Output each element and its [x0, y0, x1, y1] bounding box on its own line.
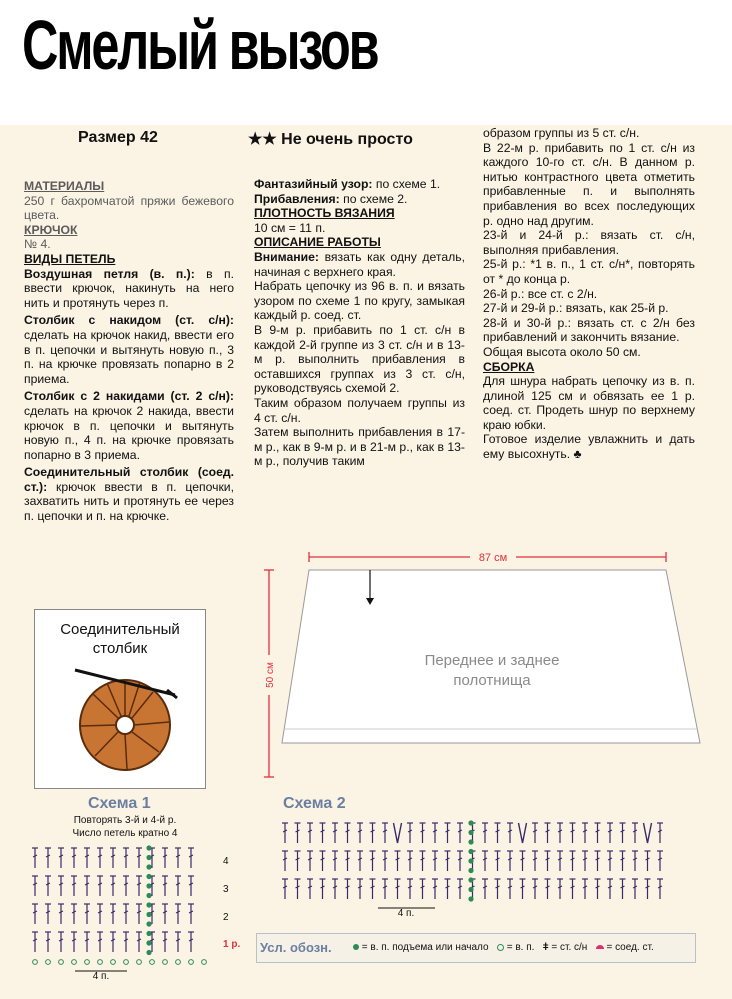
slip-stitch-illustration	[35, 610, 205, 788]
c3-p1: образом группы из 5 ст. с/н.	[483, 126, 640, 140]
increase-symbol	[519, 823, 527, 843]
chain-start-icon	[353, 944, 359, 950]
legend-item3: = ст. с/н	[551, 942, 588, 953]
difficulty-stars: ★★	[248, 131, 277, 148]
desc-p4: Затем выполнить прибавления в 17-м р., как в 9-м р. и в 21-м р., как в 13-м р., получив таким	[254, 425, 465, 469]
chain-start-symbol	[146, 912, 151, 917]
crochet-ring	[80, 680, 170, 770]
chain-start-symbol	[146, 921, 151, 926]
chain-start-symbol	[146, 902, 151, 907]
c3-p8: Общая высота около 50 см.	[483, 344, 641, 359]
scheme2-title: Схема 2	[283, 795, 346, 812]
inc-desc: по схеме 2.	[339, 191, 408, 206]
c3-p10: Готовое изделие увлажнить и дать ему высохнуть. ♣	[483, 432, 695, 462]
hook-heading: КРЮЧОК	[24, 222, 78, 237]
scheme1-row-1: 1 р.	[223, 939, 241, 950]
scheme1-note1: Повторять 3-й и 4-й р.	[73, 815, 177, 826]
chain-start-symbol	[468, 877, 473, 882]
materials-text: 250 г бахромчатой пряжи бежевого цвета.	[24, 193, 234, 223]
fancy-pattern	[254, 177, 465, 192]
materials-heading: МАТЕРИАЛЫ	[24, 179, 105, 193]
chain-start-symbol	[468, 896, 473, 901]
stitch-slip-term: Соединительный столбик (соед. ст.):	[24, 465, 234, 494]
chain-symbol	[72, 960, 77, 965]
scheme1-repeat: 4 п.	[92, 971, 110, 980]
scheme2-repeat: 4 п.	[397, 908, 415, 919]
hook-text: № 4.	[24, 237, 51, 252]
legend-items	[353, 942, 654, 953]
chain-symbol	[163, 960, 168, 965]
chain-start-symbol	[146, 883, 151, 888]
chain-start-symbol	[468, 868, 473, 873]
increase-symbol	[644, 823, 652, 843]
chain-symbol	[98, 960, 103, 965]
slip-stitch-icon	[596, 945, 604, 949]
c3-p7: 28-й и 30-й р.: вязать ст. с 2/н без прибавлений и закончить вязание.	[483, 315, 695, 345]
density-text: 10 см = 11 п.	[254, 220, 326, 235]
chain-icon	[497, 944, 504, 951]
assembly-heading: СБОРКА	[483, 359, 535, 374]
chain-start-symbol	[146, 893, 151, 898]
density-heading: ПЛОТНОСТЬ ВЯЗАНИЯ	[254, 206, 395, 221]
increases	[254, 192, 465, 207]
scheme1-stitches	[32, 845, 206, 964]
chain-symbol	[111, 960, 116, 965]
description-heading: ОПИСАНИЕ РАБОТЫ	[254, 235, 381, 250]
dc-icon: ǂ	[542, 942, 549, 953]
chain-start-symbol	[468, 858, 473, 863]
stitch-slip-desc: крючок ввести в п. цепочки, захватить нить и протянуть ее через п. цепочки и п. на крючке.	[24, 479, 234, 524]
scheme2-chart	[275, 815, 695, 920]
height-label: 50 см	[265, 662, 276, 688]
chain-symbol	[46, 960, 51, 965]
chain-start-symbol	[468, 839, 473, 844]
c3-p2: В 22-м р. прибавить по 1 ст. с/н из каждого 10-го ст. с/н. В данном р. нитью контрастного цвета отметить прибавленные п. и выполнять прибавления во всех последующих р. одно над другим.	[483, 140, 695, 228]
chain-start-symbol	[468, 887, 473, 892]
fancy-desc: по схеме 1.	[372, 177, 441, 191]
desc-p1: Набрать цепочку из 96 в. п. и вязать узором по схеме 1 по кругу, замыкая каждый р. соед. ст.	[254, 279, 465, 323]
stitch-chain	[24, 267, 234, 311]
stitch-tr-desc: сделать на крючок 2 накида, ввести крючок в п. цепочки и вытянуть новую п., 4 п. на крючке провязать попарно в 3 приема.	[24, 403, 234, 462]
chain-symbol	[137, 960, 142, 965]
legend-item2: = в. п.	[506, 942, 535, 953]
chain-start-symbol	[146, 845, 151, 850]
c3-p4: 25-й р.: *1 в. п., 1 ст. с/н*, повторять от * до конца р.	[483, 257, 695, 286]
increase-symbol	[394, 823, 402, 843]
stitch-dc	[24, 313, 234, 386]
scheme1-title: Схема 1	[88, 795, 151, 812]
scheme1-row-2: 2	[223, 912, 229, 923]
scheme1-chart	[25, 840, 255, 980]
stitch-dc-term: Столбик с накидом (ст. с/н):	[24, 313, 234, 328]
chain-start-symbol	[146, 940, 151, 945]
chain-start-symbol	[468, 820, 473, 825]
stitch-slip	[24, 465, 234, 523]
width-label: 87 см	[478, 552, 508, 564]
attention	[254, 250, 465, 279]
chain-symbol	[59, 960, 64, 965]
legend	[256, 933, 696, 963]
chain-symbol	[176, 960, 181, 965]
column-3	[483, 126, 695, 462]
scheme2-stitches	[282, 820, 663, 901]
desc-p2: В 9-м р. прибавить по 1 ст. с/н в каждой 2-й группе из 3 ст. с/н и в 13-м р. выполнить прибавления в оставшихся группах из 3 ст. с/н, руководствуясь схемой 2.	[254, 322, 465, 396]
stitch-tr	[24, 389, 234, 462]
scheme1-note2: Число петель кратно 4	[72, 828, 178, 839]
scheme1-row-4: 4	[223, 856, 229, 867]
chain-symbol	[124, 960, 129, 965]
chain-start-symbol	[146, 874, 151, 879]
fancy-term: Фантазийный узор:	[254, 177, 373, 191]
inc-term: Прибавления:	[254, 191, 340, 206]
chain-symbol	[85, 960, 90, 965]
legend-item1: = в. п. подъема или начало	[361, 942, 489, 953]
c3-p3: 23-й и 24-й р.: вязать ст. с/н, выполняя прибавления.	[483, 228, 695, 257]
legend-title: Усл. обозн.	[260, 940, 332, 955]
c3-p6: 27-й и 29-й р.: вязать, как 25-й р.	[483, 301, 669, 316]
slip-stitch-card	[34, 609, 206, 789]
stitch-chain-term: Воздушная петля (в. п.):	[24, 266, 195, 281]
size-label: Размер 42	[78, 129, 158, 146]
panel-label-2: полотнища	[453, 672, 531, 689]
desc-p3: Таким образом получаем группы из 4 ст. с/н.	[254, 395, 465, 425]
panel-label-1: Переднее и заднее	[424, 652, 560, 669]
c3-p5: 26-й р.: все ст. с 2/н.	[483, 286, 598, 301]
stitches-heading: ВИДЫ ПЕТЕЛЬ	[24, 251, 116, 266]
chain-symbol	[150, 960, 155, 965]
column-2	[254, 177, 465, 469]
stitch-dc-desc: сделать на крючок накид, ввести его в п. цепочки и вытянуть новую п., 3 п. на крючке провязать попарно в 2 приема.	[24, 327, 234, 386]
chain-start-symbol	[146, 864, 151, 869]
column-1	[24, 179, 234, 524]
chain-start-symbol	[468, 830, 473, 835]
chain-start-symbol	[146, 931, 151, 936]
chain-start-symbol	[468, 849, 473, 854]
attention-desc: вязать как одну деталь, начиная с верхнего края.	[254, 249, 465, 279]
chain-start-symbol	[146, 855, 151, 860]
difficulty-label: Не очень просто	[281, 131, 413, 148]
c3-p9: Для шнура набрать цепочку из в. п. длиной 125 см и обвязать ее 1 р. соед. ст. Продеть шнур по верхнему краю юбки.	[483, 374, 695, 432]
stitch-chain-desc: в п. ввести крючок, накинуть на него нить и протянуть через п.	[24, 266, 234, 310]
attention-term: Внимание:	[254, 249, 319, 264]
chain-start-symbol	[146, 950, 151, 955]
stitch-tr-term: Столбик с 2 накидами (ст. 2 с/н):	[24, 389, 234, 404]
page-title: Смелый вызов	[22, 6, 378, 84]
difficulty	[248, 129, 413, 149]
scheme1-row-3: 3	[223, 884, 229, 895]
chain-symbol	[33, 960, 38, 965]
legend-item4: = соед. ст.	[606, 942, 654, 953]
chain-symbol	[189, 960, 194, 965]
chain-symbol	[202, 960, 207, 965]
card-title-line2: столбик	[92, 640, 148, 657]
card-title-line1: Соединительный	[60, 621, 180, 638]
pattern-diagram	[260, 545, 710, 785]
